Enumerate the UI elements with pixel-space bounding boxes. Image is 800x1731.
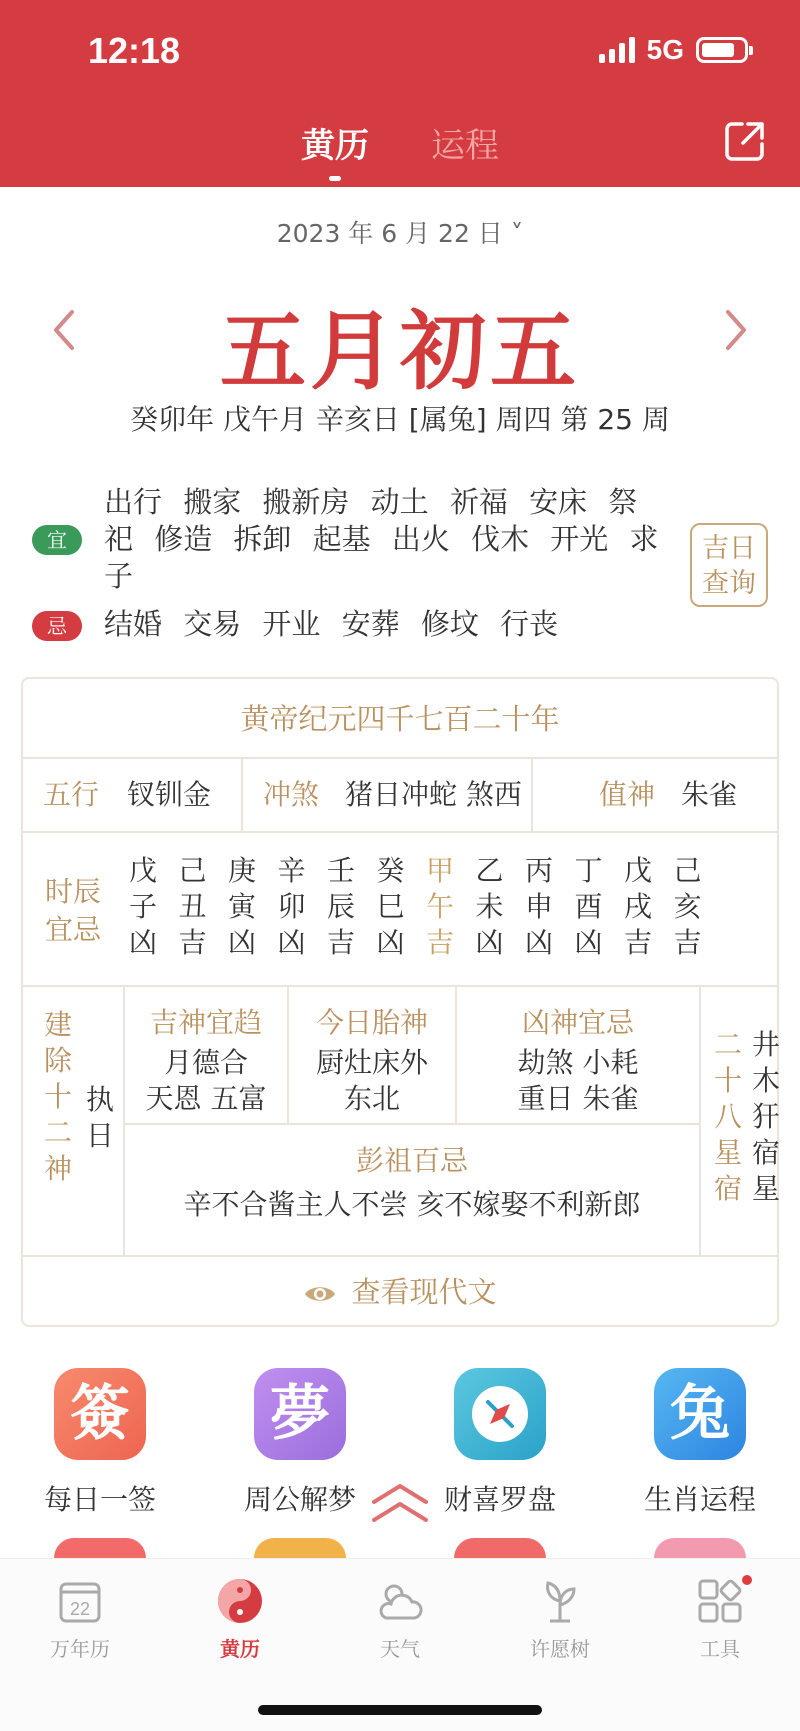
xiu-label: 二 十 八 星 宿 xyxy=(713,1028,742,1205)
nav-label: 万年历 xyxy=(50,1637,110,1661)
hour-gan: 戊 xyxy=(623,854,652,887)
calendar-day: 22 xyxy=(69,1599,91,1619)
hour-column xyxy=(222,853,262,961)
weather-icon xyxy=(374,1578,426,1624)
hour-zhi: 酉 xyxy=(574,890,603,923)
jishen-text: 月德合 天恩 五富 xyxy=(145,1046,267,1115)
nav-label: 天气 xyxy=(380,1637,420,1661)
hour-luck: 凶 xyxy=(524,926,553,959)
app-label: 财喜罗盘 xyxy=(443,1483,556,1516)
app-label: 生肖运程 xyxy=(643,1483,756,1516)
top-tabs xyxy=(0,118,800,167)
xiu-value: 井 木 犴 宿 星 xyxy=(751,1028,780,1205)
nav-label: 黄历 xyxy=(220,1637,260,1661)
hour-zhi: 未 xyxy=(475,890,504,923)
label-line: 宜忌 xyxy=(45,913,102,946)
lunar-date: 五月初五 xyxy=(220,301,580,402)
notification-dot xyxy=(740,1573,754,1587)
hour-column xyxy=(272,853,312,961)
hour-column xyxy=(618,853,658,961)
compass-icon xyxy=(454,1368,546,1460)
app-daily-lot[interactable] xyxy=(20,1368,180,1518)
hour-column xyxy=(371,853,411,961)
hour-luck: 凶 xyxy=(128,926,157,959)
app-zodiac[interactable] xyxy=(620,1368,780,1518)
dream-icon: 夢 xyxy=(254,1368,346,1460)
tab-yuncheng[interactable]: 运程 xyxy=(431,126,499,166)
hour-zhi: 子 xyxy=(128,890,157,923)
jianchu-value: 执 日 xyxy=(85,1083,114,1152)
hour-gan: 丙 xyxy=(524,854,553,887)
hour-zhi: 辰 xyxy=(326,890,355,923)
ganzhi-info: 癸卯年 戊午月 辛亥日 [属兔] 周四 第 25 周 xyxy=(130,403,670,436)
hour-zhi: 午 xyxy=(425,890,454,923)
hour-gan: 壬 xyxy=(326,854,355,887)
wuxing-row xyxy=(23,759,777,833)
hour-luck: 凶 xyxy=(227,926,256,959)
jishen-title: 吉神宜趋 xyxy=(149,1006,262,1039)
nav-wish-tree[interactable] xyxy=(500,1573,620,1662)
zhishen-label: 值神 xyxy=(599,778,656,811)
xiongshen-title: 凶神宜忌 xyxy=(521,1006,634,1039)
xiongshen-text: 劫煞 小耗 重日 朱雀 xyxy=(517,1046,639,1115)
eye-icon xyxy=(303,1283,337,1305)
button-line: 吉日 xyxy=(702,533,756,564)
signal-icon xyxy=(599,37,635,63)
nav-label: 许愿树 xyxy=(530,1637,590,1661)
daily-lot-icon: 簽 xyxy=(54,1368,146,1460)
hour-column xyxy=(173,853,213,961)
calendar-icon xyxy=(58,1578,102,1624)
zhishen-value: 朱雀 xyxy=(681,778,738,811)
app-label: 每日一签 xyxy=(43,1483,156,1516)
hour-column xyxy=(321,853,361,961)
next-day-icon[interactable] xyxy=(716,300,756,360)
almanac-table xyxy=(21,677,779,1327)
hour-column xyxy=(569,853,609,961)
hour-column xyxy=(470,853,510,961)
battery-icon xyxy=(696,37,748,63)
button-line: 查询 xyxy=(702,568,756,599)
hour-gan: 甲 xyxy=(425,854,454,887)
hour-luck: 吉 xyxy=(326,926,355,959)
hour-gan: 辛 xyxy=(277,854,306,887)
nav-tools[interactable] xyxy=(660,1573,780,1662)
hour-luck: 凶 xyxy=(574,926,603,959)
yi-activities: 出行 搬家 搬新房 动土 祈福 安床 祭祀 修造 拆卸 起基 出火 伐木 开光 求子 xyxy=(104,485,659,593)
chevron-up-icon[interactable] xyxy=(368,1480,432,1528)
app-compass[interactable] xyxy=(420,1368,580,1518)
hour-gan: 乙 xyxy=(475,854,504,887)
home-indicator xyxy=(258,1705,542,1715)
taishen-text: 厨灶床外 东北 xyxy=(315,1046,428,1115)
modern-label: 查看现代文 xyxy=(351,1275,497,1309)
app-peek xyxy=(54,1538,146,1558)
taishen-title: 今日胎神 xyxy=(315,1006,428,1039)
date-selector[interactable] xyxy=(0,214,800,250)
hour-column xyxy=(668,853,708,961)
hour-zhi: 申 xyxy=(524,890,553,923)
pengzu-title: 彭祖百忌 xyxy=(355,1144,468,1177)
chongsha-value: 猪日冲蛇 煞西 xyxy=(345,778,522,811)
ji-activities: 结婚 交易 开业 安葬 修坟 行丧 xyxy=(104,607,559,641)
hour-luck: 吉 xyxy=(178,926,207,959)
pengzu-text: 辛不合酱主人不尝 亥不嫁娶不利新郎 xyxy=(183,1188,641,1221)
hour-gan: 己 xyxy=(673,854,702,887)
hour-gan: 丁 xyxy=(574,854,603,887)
app-label: 周公解梦 xyxy=(243,1483,356,1516)
app-peek xyxy=(254,1538,346,1558)
chevron-down-icon: ˅ xyxy=(502,219,524,248)
yin-yang-icon xyxy=(216,1577,264,1625)
hours-label xyxy=(45,873,101,949)
hour-luck: 凶 xyxy=(376,926,405,959)
grid-icon xyxy=(696,1577,744,1625)
era-row: 黄帝纪元四千七百二十年 xyxy=(23,679,777,759)
app-dream[interactable] xyxy=(220,1368,380,1518)
status-icons xyxy=(599,34,748,66)
ji-badge: 忌 xyxy=(32,611,82,641)
hour-luck: 吉 xyxy=(425,926,454,959)
hour-zhi: 寅 xyxy=(227,890,256,923)
hour-column xyxy=(519,853,559,961)
jianchu-label: 建 除 十 二 神 xyxy=(43,1008,72,1185)
wuxing-label: 五行 xyxy=(43,778,100,811)
hour-gan: 戊 xyxy=(128,854,157,887)
nav-label: 工具 xyxy=(700,1637,740,1661)
tree-icon xyxy=(538,1577,582,1625)
hour-zhi: 巳 xyxy=(376,890,405,923)
share-icon[interactable] xyxy=(724,120,766,162)
hour-luck: 吉 xyxy=(673,926,702,959)
hour-luck: 凶 xyxy=(277,926,306,959)
hour-column xyxy=(123,853,163,961)
hour-gan: 庚 xyxy=(227,854,256,887)
hour-zhi: 戌 xyxy=(623,890,652,923)
app-peek xyxy=(454,1538,546,1558)
hour-gan: 癸 xyxy=(376,854,405,887)
network-type: 5G xyxy=(646,34,684,65)
app-peek xyxy=(654,1538,746,1558)
status-time: 12:18 xyxy=(88,30,181,71)
label-line: 时辰 xyxy=(45,875,102,908)
view-modern-text-button[interactable] xyxy=(23,1257,777,1327)
shen-row xyxy=(23,987,780,1257)
zodiac-icon: 兔 xyxy=(654,1368,746,1460)
tab-huangli[interactable]: 黄历 xyxy=(301,118,369,167)
hour-zhi: 卯 xyxy=(277,890,306,923)
hour-luck: 凶 xyxy=(475,926,504,959)
yi-badge: 宜 xyxy=(32,525,82,555)
hour-column xyxy=(420,853,460,961)
nav-huangli[interactable] xyxy=(180,1573,300,1662)
wuxing-value: 钗钏金 xyxy=(127,778,212,811)
hour-zhi: 亥 xyxy=(673,890,702,923)
hour-luck: 吉 xyxy=(623,926,652,959)
hour-gan: 己 xyxy=(178,854,207,887)
date-text: 2023 年 6 月 22 日 xyxy=(276,219,503,248)
nav-calendar[interactable] xyxy=(20,1573,140,1662)
chongsha-label: 冲煞 xyxy=(263,778,320,811)
auspicious-day-query-button[interactable] xyxy=(690,523,768,607)
hours-row xyxy=(23,833,777,987)
app-header xyxy=(0,0,800,187)
nav-weather[interactable] xyxy=(340,1573,460,1662)
hour-zhi: 丑 xyxy=(178,890,207,923)
